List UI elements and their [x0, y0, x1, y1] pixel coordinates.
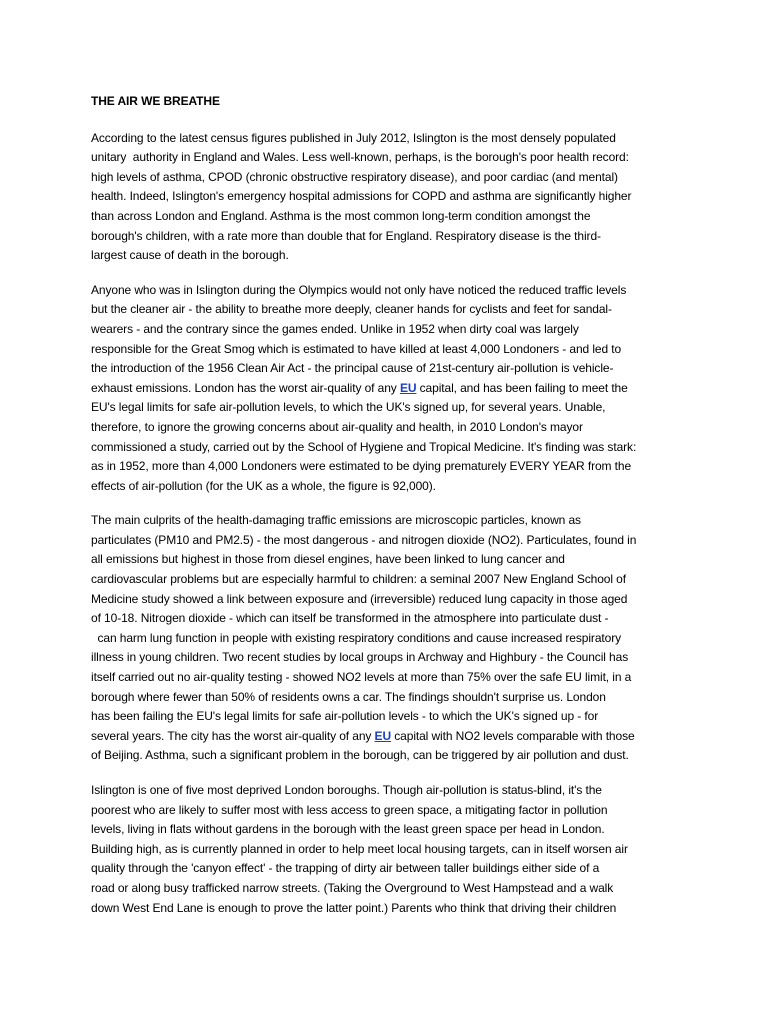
paragraph-line: Building high, as is currently planned in order to help meet local housing targets, can in itself worsen air [91, 841, 628, 856]
paragraph-line: The main culprits of the health-damaging traffic emissions are microscopic particles, known as [91, 513, 581, 528]
paragraph-line: Anyone who was in Islington during the Olympics would not only have noticed the reduced traffic levels [91, 282, 627, 297]
paragraph-line: borough's children, with a rate more than double that for England. Respiratory disease is the third- [91, 228, 601, 243]
paragraph-line: than across London and England. Asthma is the most common long-term condition amongst the [91, 208, 591, 223]
paragraph-2 [91, 281, 691, 497]
line-text: exhaust emissions. London has the worst air-quality of any [91, 380, 400, 395]
line-text: capital, and has been failing to meet the [416, 380, 628, 395]
eu-link[interactable]: EU [374, 728, 392, 743]
paragraph-4 [91, 781, 691, 918]
paragraph-line: borough where fewer than 50% of residents owns a car. The findings shouldn't surprise us. London [91, 689, 606, 704]
paragraph-line: cardiovascular problems but are especially harmful to children: a seminal 2007 New England School of [91, 572, 626, 587]
paragraph-line: largest cause of death in the borough. [91, 248, 289, 263]
paragraph-line: itself carried out no air-quality testing - showed NO2 levels at more than 75% over the safe EU limit, in a [91, 670, 632, 685]
paragraph-line: Medicine study showed a link between exposure and (irreversible) reduced lung capacity in those aged [91, 591, 628, 606]
paragraph-line: wearers - and the contrary since the games ended. Unlike in 1952 when dirty coal was largely [91, 321, 579, 336]
paragraph-line: as in 1952, more than 4,000 Londoners were estimated to be dying prematurely EVERY YEAR from the [91, 459, 632, 474]
paragraph-line: but the cleaner air - the ability to breathe more deeply, cleaner hands for cyclists and feet for sandal- [91, 302, 612, 317]
paragraph-line: According to the latest census figures published in July 2012, Islington is the most densely populated [91, 130, 616, 145]
paragraph-line: unitary authority in England and Wales. Less well-known, perhaps, is the borough's poor health record: [91, 150, 629, 165]
paragraph-line: illness in young children. Two recent studies by local groups in Archway and Highbury - the Council has [91, 650, 629, 665]
document-page [91, 92, 691, 933]
paragraph-line: levels, living in flats without gardens in the borough with the least green space per head in London. [91, 822, 605, 837]
paragraph-line: can harm lung function in people with existing respiratory conditions and cause increased respiratory [91, 630, 621, 645]
paragraph-line: particulates (PM10 and PM2.5) - the most dangerous - and nitrogen dioxide (NO2). Particulates, found in [91, 532, 637, 547]
line-text: capital with NO2 levels comparable with those [391, 728, 635, 743]
document-title: THE AIR WE BREATHE [91, 94, 220, 108]
paragraph-line: responsible for the Great Smog which is estimated to have killed at least 4,000 Londoners - and led to [91, 341, 622, 356]
paragraph-line: high levels of asthma, CPOD (chronic obstructive respiratory disease), and poor cardiac (and mental) [91, 169, 618, 184]
paragraph-line: Islington is one of five most deprived London boroughs. Though air-pollution is status-blind, it's the [91, 783, 602, 797]
paragraph-line-with-link [91, 379, 691, 399]
paragraph-line: of 10-18. Nitrogen dioxide - which can itself be transformed in the atmosphere into particulate dust - [91, 611, 609, 626]
paragraph-line: EU's legal limits for safe air-pollution levels, to which the UK's signed up, for several years. Unable, [91, 400, 606, 415]
paragraph-1 [91, 129, 691, 266]
paragraph-line: therefore, to ignore the growing concerns about air-quality and health, in 2010 London's mayor [91, 419, 583, 434]
paragraph-line-with-link [91, 727, 691, 747]
eu-link[interactable]: EU [399, 380, 417, 395]
paragraph-line: quality through the 'canyon effect' - the trapping of dirty air between taller buildings either side of a [91, 861, 600, 876]
paragraph-line: commissioned a study, carried out by the School of Hygiene and Tropical Medicine. It's finding was stark: [91, 439, 637, 454]
paragraph-line: poorest who are likely to suffer most with less access to green space, a mitigating factor in pollution [91, 802, 608, 817]
line-text: several years. The city has the worst air-quality of any [91, 728, 375, 743]
paragraph-line: down West End Lane is enough to prove the latter point.) Parents who think that driving their children [91, 900, 617, 915]
paragraph-line: effects of air-pollution (for the UK as a whole, the figure is 92,000). [91, 478, 436, 493]
paragraph-line: road or along busy trafficked narrow streets. (Taking the Overground to West Hampstead and a walk [91, 880, 614, 895]
paragraph-line: has been failing the EU's legal limits for safe air-pollution levels - to which the UK's signed up - for [91, 709, 599, 724]
paragraph-line: the introduction of the 1956 Clean Air Act - the principal cause of 21st-century air-pollution is vehicle- [91, 361, 614, 376]
paragraph-line: health. Indeed, Islington's emergency hospital admissions for COPD and asthma are significantly higher [91, 189, 632, 204]
paragraph-3 [91, 511, 691, 766]
paragraph-line: all emissions but highest in those from diesel engines, have been linked to lung cancer and [91, 552, 565, 567]
paragraph-line: of Beijing. Asthma, such a significant problem in the borough, can be triggered by air pollution and dust. [91, 748, 629, 763]
